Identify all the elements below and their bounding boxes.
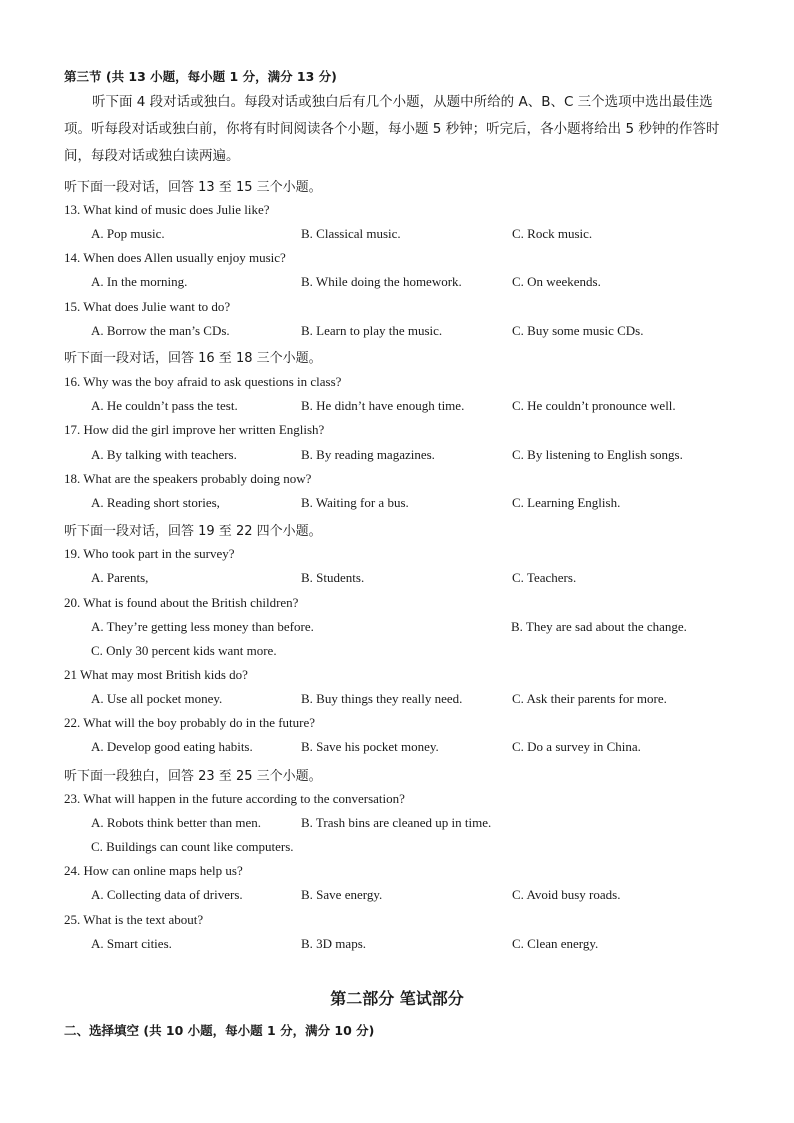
option-b: B. Buy things they really need. bbox=[301, 691, 463, 706]
option-a: A. They’re getting less money than before. bbox=[91, 619, 314, 634]
question-text: 17. How did the girl improve her written English? bbox=[64, 422, 325, 437]
group-intro: 听下面一段对话，回答 13 至 15 三个小题。 bbox=[64, 180, 322, 195]
option-b: B. They are sad about the change. bbox=[511, 619, 687, 634]
option-c: C. Buy some music CDs. bbox=[512, 323, 644, 338]
option-b: B. Trash bins are cleaned up in time. bbox=[301, 815, 492, 830]
option-b: B. Save his pocket money. bbox=[301, 739, 439, 754]
option-a: A. By talking with teachers. bbox=[91, 447, 237, 462]
option-c: C. Buildings can count like computers. bbox=[91, 839, 294, 854]
question-text: 24. How can online maps help us? bbox=[64, 863, 243, 878]
question-text: 18. What are the speakers probably doing now? bbox=[64, 471, 312, 486]
option-c: C. Avoid busy roads. bbox=[512, 887, 621, 902]
group-intro: 听下面一段独白，回答 23 至 25 三个小题。 bbox=[64, 769, 322, 784]
part-title: 第二部分 笔试部分 bbox=[330, 989, 464, 1008]
option-a: A. Parents, bbox=[91, 570, 149, 585]
option-c: C. By listening to English songs. bbox=[512, 447, 683, 462]
option-c: C. Clean energy. bbox=[512, 936, 599, 951]
option-a: A. In the morning. bbox=[91, 274, 188, 289]
option-a: A. Use all pocket money. bbox=[91, 691, 223, 706]
option-c: C. Learning English. bbox=[512, 495, 621, 510]
option-c: C. He couldn’t pronounce well. bbox=[512, 398, 676, 413]
question-text: 21 What may most British kids do? bbox=[64, 667, 248, 682]
option-a: A. Robots think better than men. bbox=[91, 815, 262, 830]
option-b: B. Learn to play the music. bbox=[301, 323, 443, 338]
option-a: A. He couldn’t pass the test. bbox=[91, 398, 238, 413]
section-instructions: 听下面 4 段对话或独白。每段对话或独白后有几个小题，从题中所给的 A、B、C 三个选项中选出最佳选项。听每段对话或独白前，你将有时间阅读各个小题，每小题 5 秒钟；听完后，各小题将给出 5 秒钟的作答时间，每段对话或独白读两遍。 bbox=[64, 94, 720, 164]
option-b: B. Save energy. bbox=[301, 887, 383, 902]
part-subheading: 二、选择填空 (共 10 小题，每小题 1 分，满分 10 分) bbox=[64, 1023, 375, 1038]
option-a: A. Borrow the man’s CDs. bbox=[91, 323, 230, 338]
group-intro: 听下面一段对话，回答 19 至 22 四个小题。 bbox=[64, 524, 322, 539]
question-text: 15. What does Julie want to do? bbox=[64, 299, 231, 314]
option-c: C. On weekends. bbox=[512, 274, 601, 289]
option-c: C. Teachers. bbox=[512, 570, 577, 585]
question-text: 16. Why was the boy afraid to ask questions in class? bbox=[64, 374, 342, 389]
option-a: A. Collecting data of drivers. bbox=[91, 887, 243, 902]
option-c: C. Rock music. bbox=[512, 226, 593, 241]
option-c: C. Ask their parents for more. bbox=[512, 691, 667, 706]
question-text: 20. What is found about the British children? bbox=[64, 595, 299, 610]
question-text: 19. Who took part in the survey? bbox=[64, 546, 235, 561]
option-b: B. Students. bbox=[301, 570, 365, 585]
question-text: 22. What will the boy probably do in the future? bbox=[64, 715, 316, 730]
option-a: A. Reading short stories, bbox=[91, 495, 220, 510]
option-b: B. He didn’t have enough time. bbox=[301, 398, 465, 413]
option-a: A. Smart cities. bbox=[91, 936, 172, 951]
question-text: 25. What is the text about? bbox=[64, 912, 204, 927]
option-b: B. Classical music. bbox=[301, 226, 401, 241]
option-c: C. Do a survey in China. bbox=[512, 739, 641, 754]
option-b: B. 3D maps. bbox=[301, 936, 366, 951]
group-intro: 听下面一段对话，回答 16 至 18 三个小题。 bbox=[64, 351, 322, 366]
question-text: 23. What will happen in the future according to the conversation? bbox=[64, 791, 405, 806]
option-a: A. Pop music. bbox=[91, 226, 165, 241]
option-b: B. By reading magazines. bbox=[301, 447, 435, 462]
option-a: A. Develop good eating habits. bbox=[91, 739, 253, 754]
option-c: C. Only 30 percent kids want more. bbox=[91, 643, 277, 658]
question-text: 14. When does Allen usually enjoy music? bbox=[64, 250, 286, 265]
question-text: 13. What kind of music does Julie like? bbox=[64, 202, 270, 217]
option-b: B. While doing the homework. bbox=[301, 274, 462, 289]
section-heading: 第三节 (共 13 小题，每小题 1 分，满分 13 分) bbox=[64, 69, 337, 84]
option-b: B. Waiting for a bus. bbox=[301, 495, 409, 510]
